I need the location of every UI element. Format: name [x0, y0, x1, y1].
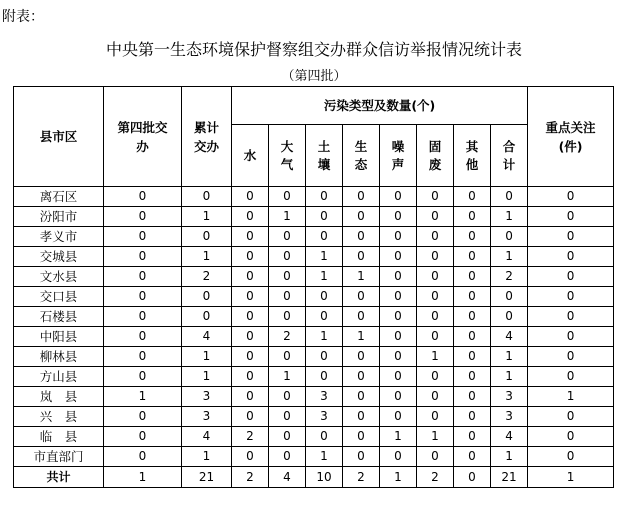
- header-pollution-group: 污染类型及数量(个): [232, 87, 528, 125]
- county-name-cell: 交城县: [14, 247, 104, 267]
- header-focus: 重点关注(件): [528, 87, 614, 187]
- value-cell: 0: [528, 367, 614, 387]
- value-cell: 0: [104, 407, 182, 427]
- value-cell: 4: [491, 327, 528, 347]
- header-solid: 固废: [417, 125, 454, 187]
- value-cell: 0: [182, 307, 232, 327]
- table-row: [14, 447, 614, 467]
- value-cell: 0: [380, 387, 417, 407]
- value-cell: 0: [417, 187, 454, 207]
- value-cell: 0: [306, 187, 343, 207]
- county-name-cell: 方山县: [14, 367, 104, 387]
- value-cell: 10: [306, 467, 343, 488]
- value-cell: 0: [454, 347, 491, 367]
- value-cell: 1: [491, 367, 528, 387]
- header-air: 大气: [269, 125, 306, 187]
- value-cell: 0: [491, 187, 528, 207]
- value-cell: 0: [104, 287, 182, 307]
- value-cell: 0: [232, 367, 269, 387]
- value-cell: 0: [343, 427, 380, 447]
- value-cell: 0: [104, 247, 182, 267]
- value-cell: 0: [343, 367, 380, 387]
- header-soil: 土壤: [306, 125, 343, 187]
- value-cell: 0: [417, 287, 454, 307]
- value-cell: 1: [306, 247, 343, 267]
- value-cell: 0: [232, 207, 269, 227]
- value-cell: 0: [269, 387, 306, 407]
- value-cell: 2: [417, 467, 454, 488]
- value-cell: 0: [306, 307, 343, 327]
- value-cell: 0: [380, 247, 417, 267]
- value-cell: 0: [104, 307, 182, 327]
- value-cell: 1: [380, 427, 417, 447]
- value-cell: 0: [454, 407, 491, 427]
- value-cell: 0: [528, 207, 614, 227]
- value-cell: 0: [380, 287, 417, 307]
- header-subtotal: 合计: [491, 125, 528, 187]
- value-cell: 3: [182, 387, 232, 407]
- value-cell: 1: [182, 447, 232, 467]
- value-cell: 1: [528, 467, 614, 488]
- value-cell: 0: [269, 447, 306, 467]
- value-cell: 21: [182, 467, 232, 488]
- value-cell: 0: [104, 267, 182, 287]
- value-cell: 0: [417, 307, 454, 327]
- value-cell: 0: [454, 187, 491, 207]
- value-cell: 0: [232, 227, 269, 247]
- value-cell: 0: [104, 327, 182, 347]
- value-cell: 0: [454, 287, 491, 307]
- value-cell: 0: [380, 367, 417, 387]
- value-cell: 0: [417, 407, 454, 427]
- table-row: [14, 407, 614, 427]
- county-name-cell: 汾阳市: [14, 207, 104, 227]
- value-cell: 0: [380, 227, 417, 247]
- value-cell: 1: [306, 267, 343, 287]
- value-cell: 0: [380, 307, 417, 327]
- value-cell: 0: [491, 287, 528, 307]
- value-cell: 0: [380, 207, 417, 227]
- county-name-cell: 石楼县: [14, 307, 104, 327]
- value-cell: 1: [528, 387, 614, 407]
- table-row: [14, 427, 614, 447]
- value-cell: 0: [343, 347, 380, 367]
- value-cell: 2: [182, 267, 232, 287]
- appendix-label: 附表：: [2, 9, 44, 25]
- value-cell: 1: [306, 327, 343, 347]
- table-row: [14, 267, 614, 287]
- value-cell: 1: [306, 447, 343, 467]
- value-cell: 3: [306, 407, 343, 427]
- value-cell: 0: [417, 387, 454, 407]
- value-cell: 0: [306, 287, 343, 307]
- value-cell: 1: [343, 267, 380, 287]
- value-cell: 0: [269, 187, 306, 207]
- value-cell: 0: [269, 227, 306, 247]
- header-noise: 噪声: [380, 125, 417, 187]
- value-cell: 0: [528, 327, 614, 347]
- value-cell: 0: [269, 347, 306, 367]
- value-cell: 0: [380, 347, 417, 367]
- value-cell: 0: [104, 187, 182, 207]
- value-cell: 0: [528, 447, 614, 467]
- value-cell: 0: [343, 387, 380, 407]
- value-cell: 2: [232, 467, 269, 488]
- value-cell: 1: [104, 467, 182, 488]
- value-cell: 0: [269, 407, 306, 427]
- value-cell: 1: [417, 347, 454, 367]
- value-cell: 0: [343, 227, 380, 247]
- table-row: [14, 387, 614, 407]
- value-cell: 0: [306, 427, 343, 447]
- value-cell: 0: [380, 267, 417, 287]
- value-cell: 4: [182, 427, 232, 447]
- value-cell: 1: [104, 387, 182, 407]
- value-cell: 0: [454, 427, 491, 447]
- value-cell: 1: [491, 347, 528, 367]
- value-cell: 0: [232, 247, 269, 267]
- value-cell: 0: [454, 227, 491, 247]
- value-cell: 0: [104, 447, 182, 467]
- value-cell: 0: [232, 287, 269, 307]
- county-name-cell: 临 县: [14, 427, 104, 447]
- value-cell: 0: [343, 307, 380, 327]
- value-cell: 0: [269, 307, 306, 327]
- value-cell: 3: [491, 387, 528, 407]
- county-name-cell: 离石区: [14, 187, 104, 207]
- table-row: [14, 327, 614, 347]
- value-cell: 0: [232, 407, 269, 427]
- value-cell: 0: [232, 307, 269, 327]
- value-cell: 0: [454, 387, 491, 407]
- header-batch4: 第四批交办: [104, 87, 182, 187]
- value-cell: 0: [417, 207, 454, 227]
- value-cell: 0: [380, 407, 417, 427]
- value-cell: 0: [232, 187, 269, 207]
- table-row: [14, 307, 614, 327]
- value-cell: 0: [343, 407, 380, 427]
- value-cell: 1: [380, 467, 417, 488]
- table-row: [14, 187, 614, 207]
- value-cell: 3: [306, 387, 343, 407]
- value-cell: 1: [182, 367, 232, 387]
- value-cell: 0: [104, 227, 182, 247]
- value-cell: 0: [232, 267, 269, 287]
- total-row: [14, 467, 614, 488]
- value-cell: 0: [380, 187, 417, 207]
- header-cumulative: 累计交办: [182, 87, 232, 187]
- value-cell: 1: [182, 207, 232, 227]
- value-cell: 1: [491, 247, 528, 267]
- county-name-cell: 共计: [14, 467, 104, 488]
- value-cell: 0: [454, 207, 491, 227]
- table-row: [14, 227, 614, 247]
- value-cell: 0: [343, 207, 380, 227]
- value-cell: 0: [269, 247, 306, 267]
- header-ecology: 生态: [343, 125, 380, 187]
- value-cell: 0: [454, 467, 491, 488]
- value-cell: 0: [269, 287, 306, 307]
- value-cell: 1: [343, 327, 380, 347]
- value-cell: 0: [454, 447, 491, 467]
- value-cell: 0: [343, 447, 380, 467]
- table-row: [14, 207, 614, 227]
- value-cell: 0: [343, 247, 380, 267]
- county-name-cell: 市直部门: [14, 447, 104, 467]
- value-cell: 0: [491, 307, 528, 327]
- value-cell: 0: [491, 227, 528, 247]
- header-water: 水: [232, 125, 269, 187]
- value-cell: 0: [528, 227, 614, 247]
- value-cell: 3: [182, 407, 232, 427]
- value-cell: 0: [182, 187, 232, 207]
- county-name-cell: 柳林县: [14, 347, 104, 367]
- county-name-cell: 孝义市: [14, 227, 104, 247]
- value-cell: 0: [454, 307, 491, 327]
- value-cell: 1: [491, 447, 528, 467]
- value-cell: 0: [343, 287, 380, 307]
- value-cell: 0: [306, 227, 343, 247]
- page-subtitle: （第四批）: [281, 69, 347, 84]
- county-name-cell: 交口县: [14, 287, 104, 307]
- header-other: 其他: [454, 125, 491, 187]
- value-cell: 0: [528, 247, 614, 267]
- value-cell: 0: [417, 327, 454, 347]
- table-row: [14, 287, 614, 307]
- value-cell: 0: [232, 347, 269, 367]
- statistics-table: [13, 86, 614, 488]
- value-cell: 1: [269, 207, 306, 227]
- county-name-cell: 兴 县: [14, 407, 104, 427]
- value-cell: 0: [232, 447, 269, 467]
- value-cell: 0: [104, 207, 182, 227]
- value-cell: 0: [454, 247, 491, 267]
- header-county: 县市区: [14, 87, 104, 187]
- page-title: 中央第一生态环境保护督察组交办群众信访举报情况统计表: [105, 40, 522, 59]
- value-cell: 0: [269, 427, 306, 447]
- value-cell: 0: [380, 327, 417, 347]
- table-row: [14, 347, 614, 367]
- value-cell: 0: [528, 267, 614, 287]
- value-cell: 1: [182, 347, 232, 367]
- value-cell: 21: [491, 467, 528, 488]
- value-cell: 0: [417, 367, 454, 387]
- value-cell: 4: [269, 467, 306, 488]
- table-row: [14, 247, 614, 267]
- value-cell: 0: [454, 327, 491, 347]
- value-cell: 0: [232, 327, 269, 347]
- county-name-cell: 岚 县: [14, 387, 104, 407]
- value-cell: 0: [380, 447, 417, 467]
- value-cell: 0: [454, 267, 491, 287]
- value-cell: 1: [269, 367, 306, 387]
- value-cell: 0: [528, 187, 614, 207]
- value-cell: 0: [104, 347, 182, 367]
- value-cell: 0: [104, 367, 182, 387]
- value-cell: 0: [528, 347, 614, 367]
- value-cell: 2: [232, 427, 269, 447]
- value-cell: 0: [232, 387, 269, 407]
- value-cell: 0: [528, 427, 614, 447]
- value-cell: 3: [491, 407, 528, 427]
- value-cell: 4: [491, 427, 528, 447]
- value-cell: 0: [343, 187, 380, 207]
- value-cell: 0: [306, 347, 343, 367]
- value-cell: 0: [417, 447, 454, 467]
- table-row: [14, 367, 614, 387]
- value-cell: 0: [454, 367, 491, 387]
- value-cell: 0: [417, 247, 454, 267]
- value-cell: 0: [269, 267, 306, 287]
- value-cell: 4: [182, 327, 232, 347]
- value-cell: 0: [528, 307, 614, 327]
- value-cell: 0: [306, 207, 343, 227]
- value-cell: 0: [417, 267, 454, 287]
- value-cell: 1: [182, 247, 232, 267]
- value-cell: 0: [182, 227, 232, 247]
- value-cell: 2: [269, 327, 306, 347]
- county-name-cell: 文水县: [14, 267, 104, 287]
- value-cell: 1: [417, 427, 454, 447]
- value-cell: 2: [343, 467, 380, 488]
- value-cell: 0: [104, 427, 182, 447]
- value-cell: 0: [417, 227, 454, 247]
- value-cell: 1: [491, 207, 528, 227]
- value-cell: 2: [491, 267, 528, 287]
- county-name-cell: 中阳县: [14, 327, 104, 347]
- value-cell: 0: [182, 287, 232, 307]
- value-cell: 0: [306, 367, 343, 387]
- value-cell: 0: [528, 407, 614, 427]
- value-cell: 0: [528, 287, 614, 307]
